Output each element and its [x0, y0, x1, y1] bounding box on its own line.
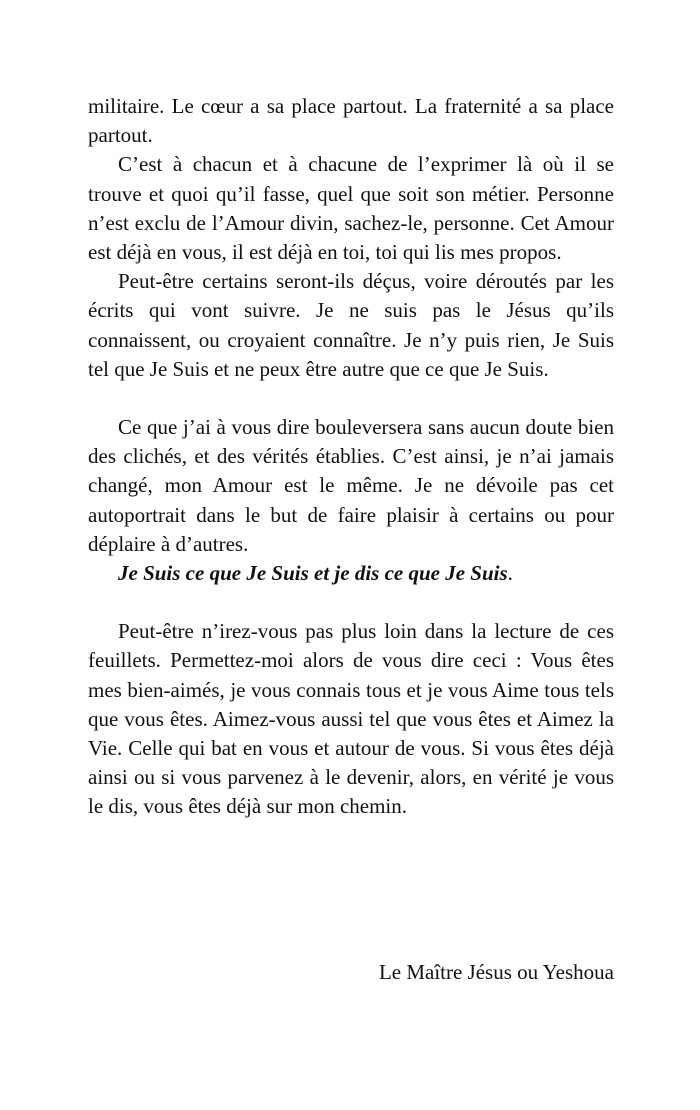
paragraph-continuation: militaire. Le cœur a sa place partout. La fraternité a sa place partout. [88, 94, 614, 148]
emphasis-line [88, 559, 614, 588]
paragraph-gap [88, 588, 614, 617]
page-body [88, 92, 614, 822]
emphasis-period: . [507, 561, 513, 586]
signature: Le Maître Jésus ou Yeshoua [378, 960, 614, 984]
paragraph-gap [88, 384, 614, 413]
paragraph-expression: C’est à chacun et à chacune de l’exprimer là où il se trouve et quoi qu’il fasse, quel que soit son métier. Personne n’est exclu de l’Amour divin, sachez-le, personne. Cet Amour est déjà en vous, il est déjà en toi, toi qui lis mes propos. [88, 152, 614, 265]
paragraph-disappointed: Peut-être certains seront-ils déçus, voire déroutés par les écrits qui vont suivre. Je ne suis pas le Jésus qu’ils connaissent, ou croyaient connaître. Je n’y puis rien, Je Suis tel que Je Suis et ne peux être autre que ce que Je Suis. [88, 269, 614, 381]
paragraph-cliches: Ce que j’ai à vous dire bouleversera sans aucun doute bien des clichés, et des vérités établies. C’est ainsi, je n’ai jamais changé, mon Amour est le même. Je ne dévoile pas cet autoportrait dans le but de faire plaisir à certains ou pour déplaire à d’autres. [88, 415, 614, 556]
emphasis-text: Je Suis ce que Je Suis et je dis ce que Je Suis [118, 561, 508, 586]
paragraph-beloved: Peut-être n’irez-vous pas plus loin dans la lecture de ces feuillets. Permettez-moi alors de vous dire ceci : Vous êtes mes bien-aimés, je vous connais tous et je vous Aime tous tels que vous êtes. Aimez-vous aussi tel que vous êtes et Aimez la Vie. Celle qui bat en vous et autour de vous. Si vous êtes déjà ainsi ou si vous parvenez à le devenir, alors, en vérité je vous le dis, vous êtes déjà sur mon chemin. [88, 619, 614, 819]
